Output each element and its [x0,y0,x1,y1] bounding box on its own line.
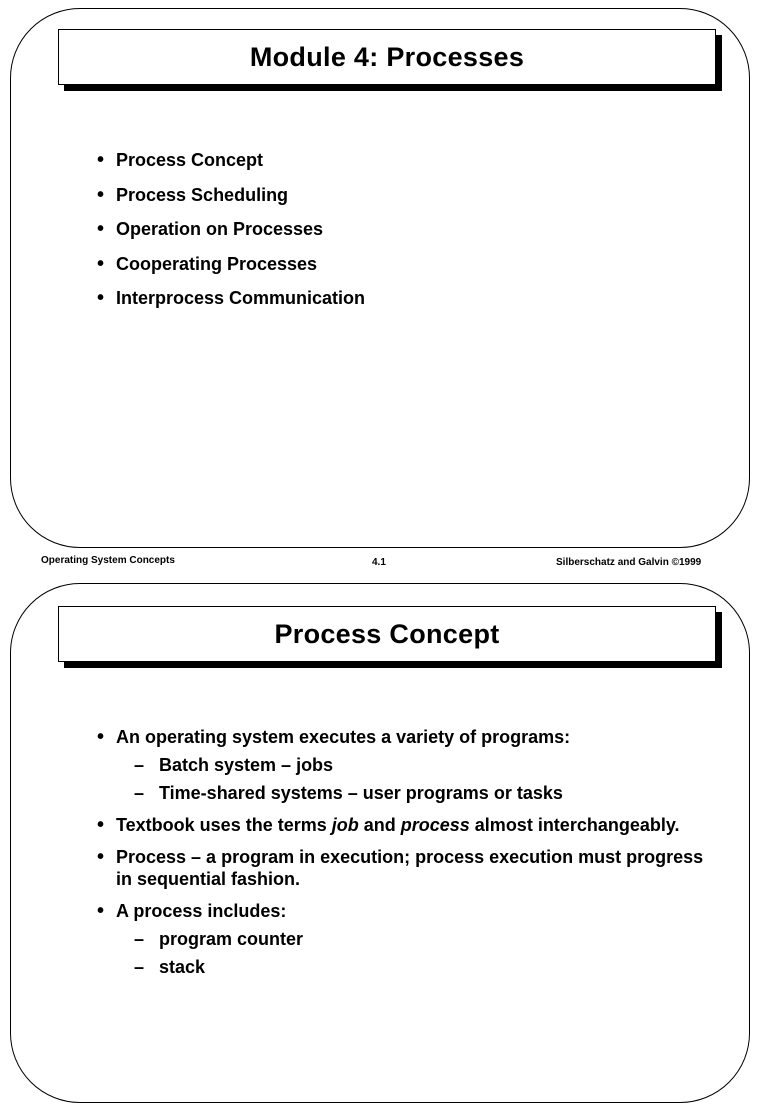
bullet-item [97,149,719,171]
slide-process-concept [10,583,750,1103]
bullet-text: Cooperating Processes [116,253,318,274]
sub-bullet-item [116,782,719,804]
bullet-dot-icon: • [97,287,105,309]
dash-icon: – [134,957,145,977]
term-process: process [400,815,470,835]
bullet-dot-icon: • [97,252,105,275]
sub-bullet-item [116,754,719,776]
sub-bullet-text: program counter [159,929,304,949]
footer-page-number: 4.1 [372,557,386,568]
bullet-item [97,726,719,804]
bullet-dot-icon: • [97,149,105,171]
bullet-text-part: and [358,815,401,835]
bullet-text: Operation on Processes [116,219,324,239]
dash-icon: – [134,783,145,803]
slide-title-box [58,29,716,85]
sub-bullet-text: stack [159,957,206,977]
bullet-dot-icon: • [97,900,105,922]
dash-icon: – [134,929,145,949]
bullet-item [97,814,719,836]
footer-book-title: Operating System Concepts [41,555,175,566]
bullet-dot-icon: • [97,846,105,868]
bullet-item [97,287,719,309]
bullet-list [97,726,719,988]
bullet-item [97,218,719,240]
sub-bullet-text: Batch system – jobs [159,755,334,775]
footer-copyright: Silberschatz and Galvin ©1999 [556,557,702,568]
bullet-text: Process Concept [116,150,264,170]
bullet-text: Process – a program in execution; process execution must progress in sequential fashion. [116,847,704,889]
dash-icon: – [134,755,145,775]
slide-module-4 [10,8,750,548]
bullet-dot-icon: • [97,218,105,240]
bullet-item [97,900,719,978]
page-footer [0,555,768,573]
slide-title-box [58,606,716,662]
bullet-text-part: Textbook uses the terms [116,815,332,835]
bullet-text: A process includes: [116,901,287,921]
bullet-list [97,149,719,322]
sub-bullet-list [116,754,719,804]
bullet-text: Process Scheduling [116,184,289,205]
bullet-dot-icon: • [97,183,105,206]
bullet-dot-icon: • [97,814,105,836]
sub-bullet-item [116,928,719,950]
sub-bullet-list [116,928,719,978]
bullet-text: An operating system executes a variety of programs: [116,727,571,747]
term-job: job [331,815,359,835]
sub-bullet-text: Time-shared systems – user programs or tasks [159,783,563,803]
slide-title: Module 4: Processes [249,41,525,72]
bullet-text: Interprocess Communication [116,288,366,308]
bullet-item [97,253,719,275]
bullet-item [97,846,719,890]
bullet-dot-icon: • [97,726,105,748]
bullet-item [97,184,719,206]
sub-bullet-item [116,956,719,978]
bullet-text-part: almost interchangeably. [469,815,680,835]
slide-title: Process Concept [274,618,500,649]
